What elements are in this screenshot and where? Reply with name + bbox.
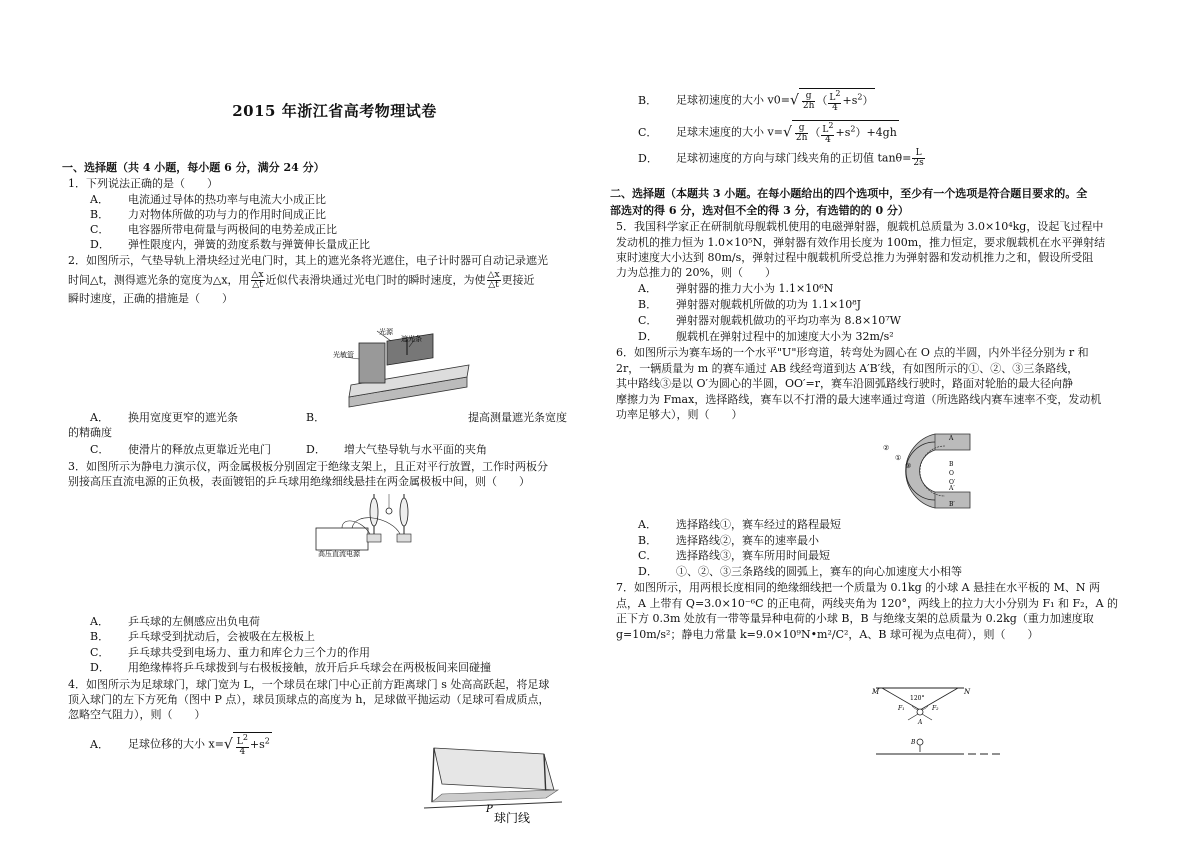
fig-label-a-prime: A′: [949, 485, 955, 492]
u-track-figure: [875, 430, 975, 512]
q4-line1: 4．如图所示为足球球门，球门宽为 L，一个球员在球门中心正前方距离球门 s 处高高跃起，将足球: [68, 678, 550, 691]
q4-option-b: B． 足球初速度的大小 v0=√ $\frac{g}{2h}$ （ $\frac{L^2}{4}$ $+s^2$）: [638, 89, 874, 113]
fig-label-b-prime: B′: [949, 501, 955, 508]
q3-option-d: D． 用绝缘棒将乒乓球拨到与右极板接触，放开后乒乓球会在两极板间来回碰撞: [90, 661, 491, 674]
air-track-figure: [333, 325, 477, 413]
q3-option-b: B． 乒乓球受到扰动后，会被吸在左极板上: [90, 630, 315, 643]
q2-option-b: B． 提高测量遮光条宽度: [306, 411, 567, 424]
q4-line2: 顶入球门的左下方死角（图中 P 点），球员顶球点的高度为 h，足球做平抛运动（足球可看成质点，: [68, 693, 550, 706]
q2-option-d: D． 增大气垫导轨与水平面的夹角: [306, 443, 487, 456]
q2-fraction-1: $\frac{\triangle x}{\triangle t}$: [251, 270, 264, 290]
q1-option-a: A． 电流通过导体的热功率与电流大小成正比: [90, 193, 326, 206]
q7-line3: 正下方 0.3m 处放有一带等量异种电荷的小球 B，B 与绝缘支架的总质量为 0.2kg（重力加速度取: [616, 612, 1094, 625]
section2-heading-line1: 二、选择题（本题共 3 小题。在每小题给出的四个选项中，至少有一个选项是符合题目要求的。全: [610, 187, 1088, 200]
q2-fraction-2: $\frac{\triangle x}{\triangle t}$: [487, 270, 500, 290]
fig-label-route2: ②: [883, 444, 890, 452]
q3-option-a: A． 乒乓球的左侧感应出负电荷: [90, 615, 260, 628]
q7-line4: g=10m/s²；静电力常量 k=9.0×10⁹N•m²/C²，A、B 球可视为点电荷），则（ ）: [616, 628, 1039, 641]
fig-label-m: M: [872, 688, 880, 696]
q1-option-c: C． 电容器所带电荷量与两极间的电势差成正比: [90, 223, 337, 236]
q5-option-b: B． 弹射器对舰载机所做的功为 1.1×10⁸J: [638, 298, 862, 311]
q3-line1: 3．如图所示为静电力演示仪，两金属极板分别固定于绝缘支架上，且正对平行放置，工作时两板分: [68, 460, 548, 473]
fig-label-route1: ①: [895, 454, 902, 462]
fig-label-o: O: [949, 470, 954, 477]
goal-figure: [424, 742, 564, 828]
q6-line2: 2r，一辆质量为 m 的赛车通过 AB 线经弯道到达 A′B′线，有如图所示的①、②、③三条路线，: [616, 362, 1079, 375]
q2-line2: 时间△t，测得遮光条的宽度为△x，用 $\frac{\triangle x}{\triangle t}$ 近似代表滑块通过光电门时的瞬时速度，为使 $\frac{\triangle x}{\triangle t}$ 更接近: [68, 270, 535, 290]
fig-label-p: P: [486, 804, 493, 815]
page-title: 2015 年浙江省高考物理试卷: [232, 102, 437, 120]
fig-label-o-prime: O′: [949, 479, 956, 486]
fig-label-a: A: [949, 435, 954, 442]
fig-label-ball-a: A: [918, 719, 923, 726]
q5-option-c: C． 弹射器对舰载机做功的平均功率为 8.8×10⁷W: [638, 314, 901, 327]
fig-label-b: B: [949, 461, 954, 468]
q6-option-d: D． ①、②、③三条路线的圆弧上，赛车的向心加速度大小相等: [638, 565, 962, 578]
q5-option-a: A． 弹射器的推力大小为 1.1×10⁶N: [638, 282, 834, 295]
q7-line1: 7．如图所示，用两根长度相同的绝缘细线把一个质量为 0.1kg 的小球 A 悬挂在水平板的 M、N 两: [616, 581, 1101, 594]
suspended-ball-figure: [868, 680, 1008, 766]
q4-option-c: C． 足球末速度的大小 v=√ $\frac{g}{2h}$ （ $\frac{L^2}{4}$ $+s^2)+4gh$: [638, 121, 897, 145]
fig-label-goal-line: 球门线: [494, 811, 531, 825]
q5-line4: 力为总推力的 20%，则（ ）: [616, 266, 776, 279]
q6-option-b: B． 选择路线②，赛车的速率最小: [638, 534, 819, 547]
q7-line2: 点，A 上带有 Q=3.0×10⁻⁶C 的正电荷，两线夹角为 120°，两线上的拉力大小分别为 F₁ 和 F₂，A 的: [616, 597, 1119, 610]
q3-option-c: C． 乒乓球共受到电场力、重力和库仑力三个力的作用: [90, 646, 370, 659]
q2-line1: 2．如图所示，气垫导轨上滑块经过光电门时，其上的遮光条将光遮住，电子计时器可自动记录遮光: [68, 254, 548, 267]
fig-label-light-source: 光源: [379, 328, 393, 336]
fig-label-hv-supply: 高压直流电源: [318, 550, 360, 558]
q6-line4: 摩擦力为 Fmax，选择路线，赛车以不打滑的最大速率通过弯道（所选路线内赛车速率不变，发动机: [616, 393, 1102, 406]
q2-option-a: A． 换用宽度更窄的遮光条: [90, 411, 238, 424]
fig-label-f1: F₁: [898, 705, 905, 712]
fig-label-ball-b: B: [911, 739, 916, 746]
q4-option-d: D． 足球初速度的方向与球门线夹角的正切值 tanθ= $\frac{L}{2s}$: [638, 148, 924, 168]
q6-line1: 6．如图所示为赛车场的一个水平"U"形弯道，转弯处为圆心在 O 点的半圆，内外半径分别为 r 和: [616, 346, 1089, 359]
fig-label-angle: 120°: [910, 695, 925, 702]
q5-line1: 5．我国科学家正在研制航母舰载机使用的电磁弹射器，舰载机总质量为 3.0×10⁴kg，设起飞过程中: [616, 220, 1104, 233]
q6-line5: 功率足够大），则（ ）: [616, 408, 743, 421]
q1-option-b: B． 力对物体所做的功与力的作用时间成正比: [90, 208, 326, 221]
q5-line3: 束时速度大小达到 80m/s，弹射过程中舰载机所受总推力为弹射器和发动机推力之和，假设所受阻: [616, 251, 1094, 264]
fig-label-f2: F₂: [932, 705, 939, 712]
section1-heading: 一、选择题（共 4 小题，每小题 6 分，满分 24 分）: [62, 161, 325, 174]
q2-option-c: C． 使滑片的释放点更靠近光电门: [90, 443, 271, 456]
q1-option-d: D． 弹性限度内，弹簧的劲度系数与弹簧伸长量成正比: [90, 238, 370, 251]
q5-option-d: D． 舰载机在弹射过程中的加速度大小为 32m/s²: [638, 330, 894, 343]
q5-line2: 发动机的推力恒为 1.0×10⁵N，弹射器有效作用长度为 100m，推力恒定，要求舰载机在水平弹射结: [616, 236, 1106, 249]
q6-line3: 其中路线③是以 O′为圆心的半圆，OO′=r，赛车沿圆弧路线行驶时，路面对轮胎的最大径向静: [616, 377, 1074, 390]
section2-heading-line2: 部选对的得 6 分，选对但不全的得 3 分，有选错的的 0 分）: [610, 204, 909, 217]
q6-option-a: A． 选择路线①，赛车经过的路程最短: [638, 518, 841, 531]
q4-option-a: A． 足球位移的大小 x=√ $\frac{L^2}{4}$ $+s^2$: [90, 733, 270, 757]
q4-line3: 忽略空气阻力），则（ ）: [68, 708, 206, 721]
fig-label-route3: ③: [905, 462, 912, 470]
fig-label-shade-strip: 遮光条: [401, 335, 422, 343]
fig-label-n: N: [964, 688, 971, 696]
electrostatic-demo-figure: [312, 490, 432, 558]
q2-line3: 瞬时速度，正确的措施是（ ）: [68, 292, 233, 305]
q6-option-c: C． 选择路线③，赛车所用时间最短: [638, 549, 830, 562]
q1-stem: 1．下列说法正确的是（ ）: [68, 177, 218, 190]
q3-line2: 别接高压直流电源的正负极，表面镀铝的乒乓球用绝缘细线悬挂在两金属极板中间，则（ ）: [68, 475, 530, 488]
q2-option-b-cont: 的精确度: [68, 426, 112, 439]
fig-label-photo-tube: 光敏管: [333, 351, 354, 359]
